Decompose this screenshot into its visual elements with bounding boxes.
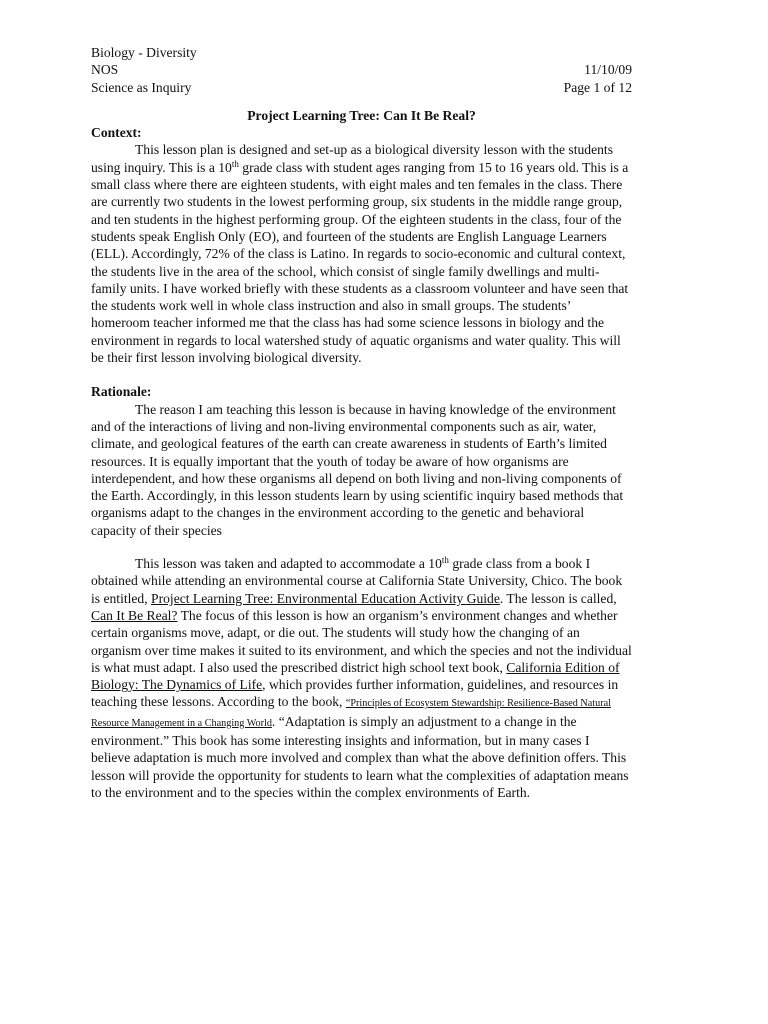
header-line-2 [91,61,632,78]
p2-text-c: . The lesson is called, [499,590,617,606]
page-number: Page 1 of 12 [563,79,632,95]
context-heading: Context: [91,125,142,141]
p2-text-a: This lesson was taken and adapted to accommodate a 10 [135,556,442,572]
p2-superscript: th [441,555,449,566]
rationale-heading: Rationale: [91,384,152,400]
header-subtopic: Science as Inquiry [91,79,192,95]
document-header [91,44,632,96]
spacer [91,366,632,383]
p2-text-d: The focus of this lesson is how an organism’s environment changes and whether certain organisms move, adapt, or die out. The students will study how the changing of an organism over time makes it suited to its environment, and which the species and not the individual is what must adapt. I also used the prescribed district high school text book, [91,607,632,675]
rationale-paragraph-1: The reason I am teaching this lesson is because in having knowledge of the environment and of the interactions of living and non-living environmental components such as air, water, climate, and geological features of the earth can create awareness in students of Earth’s limited resources. It is equally important that the youth of today be aware of how organisms are interdependent, and how these organisms all depend on both living and non-living components of the Earth. Accordingly, in this lesson students learn by using scientific inquiry based methods that organisms adapt to the changes in the environment according to the genetic and behavioral capacity of their species [91,401,624,538]
header-line-3 [91,79,632,96]
spacer [91,539,632,555]
rationale-paragraph-2 [91,555,632,801]
lesson-title: Can It Be Real? [91,607,178,623]
context-superscript: th [231,158,239,169]
header-date: 11/10/09 [584,62,632,78]
p2-text-b: grade class from a book I obtained while attending an environmental course at California State University, Chico. The book is entitled, [91,556,623,606]
context-text-a: This lesson plan is designed and set-up as a biological diversity lesson with the students using inquiry. This is a 10 [91,142,613,175]
citation-title: “Principles of Ecosystem Stewardship: Resilience-Based Natural Resource Management in a Changing World [91,698,611,729]
context-text-b: grade class with student ages ranging from 15 to 16 years old. This is a small class where there are eighteen students, with eight males and ten females in the class. There are currently two students in the lowest performing group, six students in the middle range group, and ten students in the highest performing group. Of the eighteen students in the class, four of the students speak English Only (EO), and fourteen of the students are English Language Learners (ELL). Accordingly, 72% of the class is Latino. In regards to socio-economic and cultural context, the students live in the area of the school, which consist of single family dwellings and multi-family units. I have worked briefly with these students as a classroom volunteer and have seen that the students work well in whole class instruction and also in small groups. The students’ homeroom teacher informed me that the class has had some science lessons in biology and the environment in regards to local watershed study of aquatic organisms and water quality. This will be their first lesson involving biological diversity. [91,159,629,366]
course-name: Biology - Diversity [91,45,197,60]
p2-text-e: , which provides further information, guidelines, and resources in teaching these lessons. According to the book, [91,677,619,710]
document-title: Project Learning Tree: Can It Be Real? [247,107,476,123]
p2-text-f: . “Adaptation is simply an adjustment to a change in the environment.” This book has some interesting insights and information, but in many cases I believe adaptation is much more involved and complex than what the above definition offers. This lesson will provide the opportunity for students to learn what the complexities of adaptation means to the environment and to the species within the complex environments of Earth. [91,713,629,800]
context-paragraph [91,141,632,366]
book-title-plt: Project Learning Tree: Environmental Education Activity Guide [151,590,500,606]
header-topic: NOS [91,62,119,78]
book-title-biology: California Edition of Biology: The Dynamics of Life [91,659,620,693]
header-line-1 [91,44,632,61]
